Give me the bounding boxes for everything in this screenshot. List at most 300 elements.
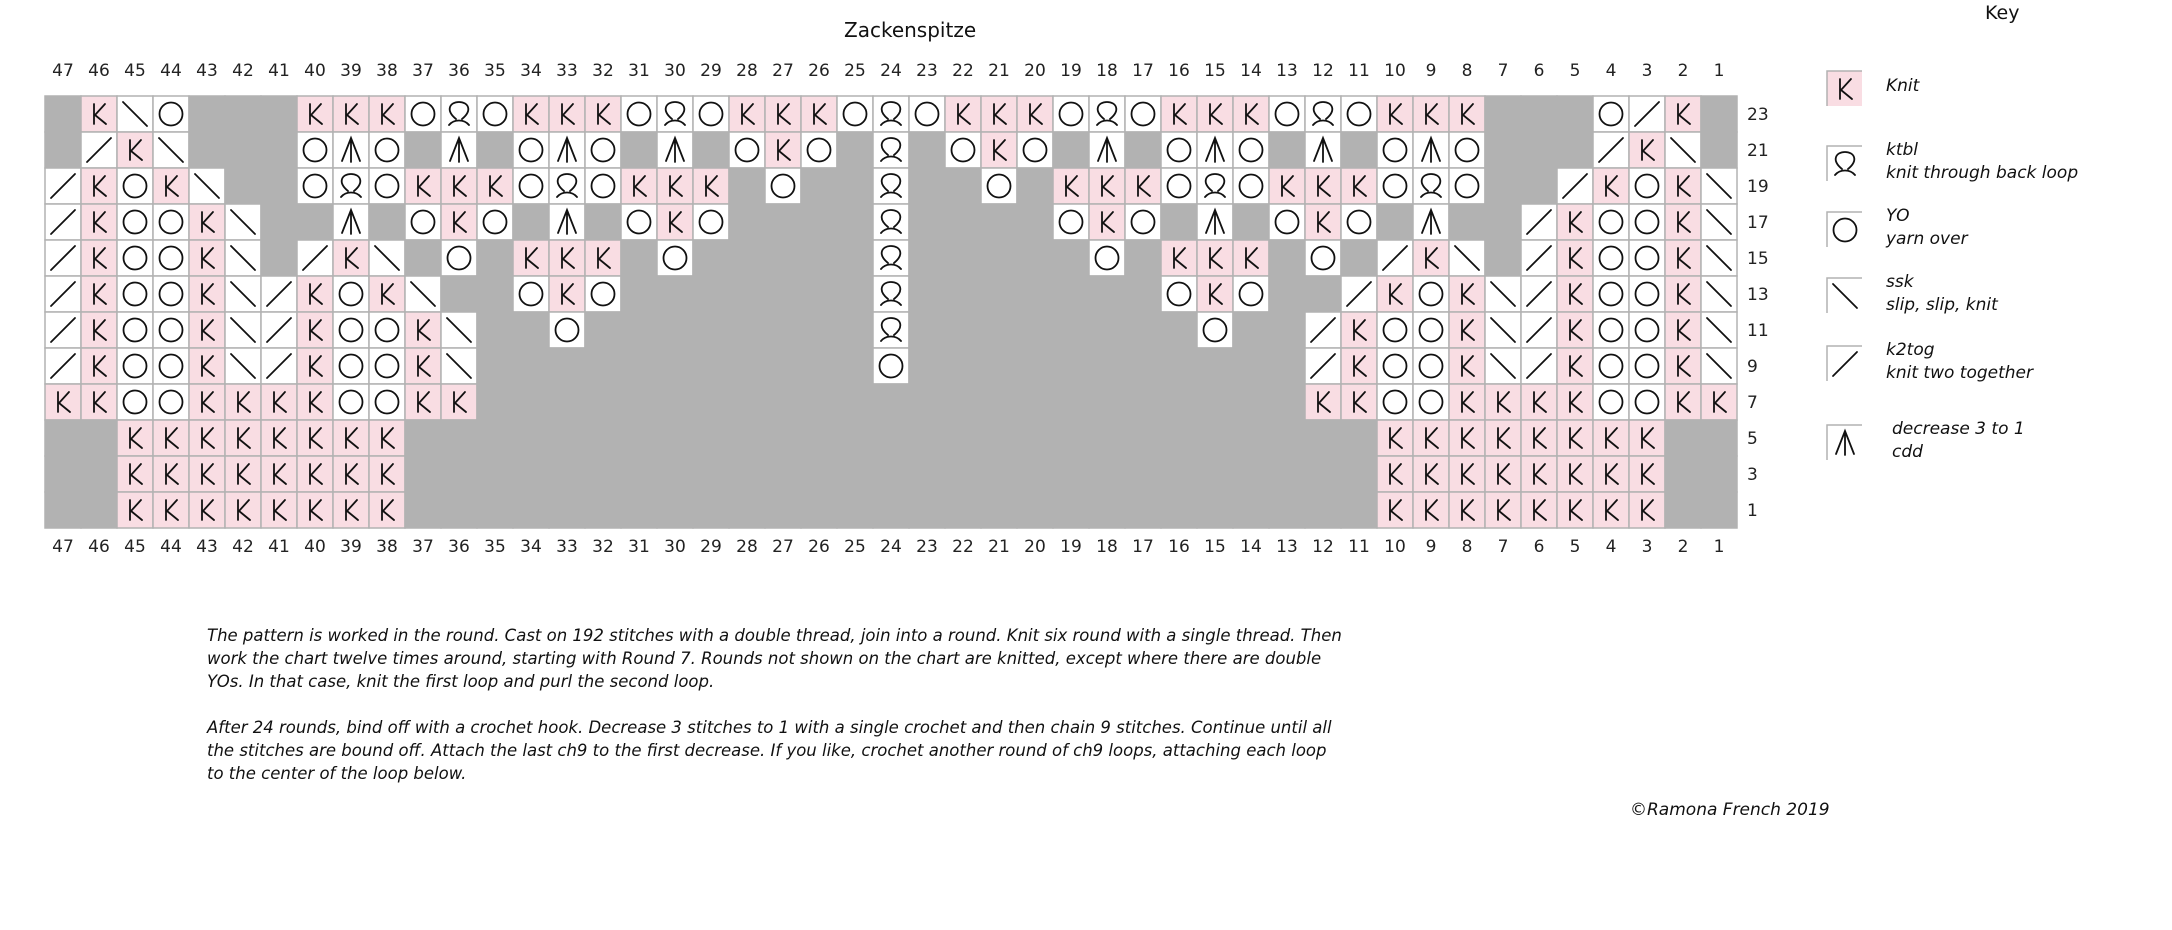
chart-cell-knit — [81, 204, 117, 240]
chart-cell-ssk — [1701, 240, 1737, 276]
chart-cell-yarn-over — [297, 132, 333, 168]
chart-cell-yarn-over — [621, 204, 657, 240]
chart-cell-no-stitch — [513, 420, 549, 456]
chart-cell-k2tog — [1341, 276, 1377, 312]
chart-cell-yarn-over — [1377, 168, 1413, 204]
chart-cell-knit — [261, 456, 297, 492]
chart-cell-no-stitch — [657, 312, 693, 348]
chart-cell-knit — [729, 96, 765, 132]
column-number-bottom: 44 — [160, 537, 182, 557]
chart-cell-no-stitch — [909, 456, 945, 492]
chart-cell-no-stitch — [945, 384, 981, 420]
chart-cell-no-stitch — [1125, 240, 1161, 276]
chart-cell-no-stitch — [945, 276, 981, 312]
chart-cell-yarn-over — [153, 240, 189, 276]
chart-cell-no-stitch — [1701, 492, 1737, 528]
chart-cell-knit — [333, 240, 369, 276]
column-number-bottom: 13 — [1276, 537, 1298, 557]
chart-cell-yarn-over — [153, 96, 189, 132]
chart-cell-yarn-over — [513, 276, 549, 312]
chart-cell-knit — [1197, 96, 1233, 132]
chart-cell-no-stitch — [1233, 420, 1269, 456]
chart-cell-knit — [1269, 168, 1305, 204]
chart-cell-no-stitch — [477, 276, 513, 312]
chart-cell-no-stitch — [1269, 456, 1305, 492]
chart-cell-ssk — [117, 96, 153, 132]
chart-cell-yarn-over — [585, 132, 621, 168]
chart-cell-yarn-over — [1413, 276, 1449, 312]
chart-cell-knit — [1629, 420, 1665, 456]
chart-cell-no-stitch — [729, 420, 765, 456]
chart-cell-yarn-over — [909, 96, 945, 132]
copyright-notice: ©Ramona French 2019 — [1630, 800, 1830, 820]
chart-cell-no-stitch — [945, 240, 981, 276]
chart-cell-knit — [1305, 168, 1341, 204]
chart-cell-no-stitch — [45, 456, 81, 492]
chart-cell-no-stitch — [1233, 312, 1269, 348]
chart-cell-no-stitch — [585, 384, 621, 420]
chart-cell-knit — [1161, 96, 1197, 132]
chart-cell-no-stitch — [1269, 348, 1305, 384]
chart-cell-yarn-over — [1413, 348, 1449, 384]
chart-cell-no-stitch — [1053, 384, 1089, 420]
chart-cell-knit — [1557, 204, 1593, 240]
chart-cell-knit — [405, 312, 441, 348]
column-number-top: 46 — [88, 61, 110, 81]
chart-cell-no-stitch — [1053, 276, 1089, 312]
chart-cell-no-stitch — [1557, 96, 1593, 132]
chart-cell-knit — [765, 96, 801, 132]
chart-cell-cdd — [1197, 132, 1233, 168]
chart-cell-yarn-over — [1233, 168, 1269, 204]
chart-cell-no-stitch — [1089, 456, 1125, 492]
column-number-bottom: 20 — [1024, 537, 1046, 557]
chart-cell-knit — [1665, 240, 1701, 276]
key-description: slip, slip, knit — [1886, 295, 1998, 315]
chart-cell-ktbl — [873, 276, 909, 312]
chart-cell-knit — [657, 204, 693, 240]
chart-cell-no-stitch — [729, 348, 765, 384]
chart-cell-knit — [1557, 384, 1593, 420]
chart-cell-yarn-over — [1593, 240, 1629, 276]
chart-cell-yarn-over — [1305, 240, 1341, 276]
chart-cell-no-stitch — [981, 348, 1017, 384]
cdd-icon — [1826, 424, 1862, 460]
chart-cell-no-stitch — [1125, 492, 1161, 528]
chart-cell-no-stitch — [477, 420, 513, 456]
chart-cell-knit — [81, 312, 117, 348]
chart-cell-knit — [1701, 384, 1737, 420]
column-number-top: 41 — [268, 61, 290, 81]
chart-cell-knit — [1017, 96, 1053, 132]
chart-cell-no-stitch — [585, 312, 621, 348]
chart-cell-no-stitch — [1017, 384, 1053, 420]
chart-cell-no-stitch — [1053, 456, 1089, 492]
chart-cell-no-stitch — [765, 240, 801, 276]
chart-cell-no-stitch — [729, 492, 765, 528]
chart-cell-no-stitch — [441, 276, 477, 312]
chart-cell-knit — [585, 240, 621, 276]
chart-cell-ktbl — [1197, 168, 1233, 204]
chart-cell-no-stitch — [909, 312, 945, 348]
chart-cell-no-stitch — [1125, 348, 1161, 384]
key-label: k2tog — [1886, 340, 1935, 360]
chart-cell-no-stitch — [549, 456, 585, 492]
chart-cell-knit — [1341, 384, 1377, 420]
chart-cell-no-stitch — [1017, 348, 1053, 384]
key-title: Key — [1985, 2, 2020, 24]
chart-cell-knit — [441, 204, 477, 240]
chart-cell-yarn-over — [1629, 168, 1665, 204]
chart-row — [45, 168, 1737, 204]
chart-cell-no-stitch — [981, 276, 1017, 312]
column-number-top: 25 — [844, 61, 866, 81]
chart-cell-yarn-over — [153, 276, 189, 312]
column-number-bottom: 36 — [448, 537, 470, 557]
chart-cell-knit — [153, 456, 189, 492]
column-number-bottom: 35 — [484, 537, 506, 557]
chart-cell-yarn-over — [441, 240, 477, 276]
chart-cell-knit — [549, 276, 585, 312]
chart-cell-knit — [189, 204, 225, 240]
chart-cell-yarn-over — [693, 204, 729, 240]
column-number-top: 14 — [1240, 61, 1262, 81]
key-description: knit through back loop — [1886, 163, 2079, 183]
chart-cell-no-stitch — [909, 168, 945, 204]
chart-cell-no-stitch — [729, 204, 765, 240]
chart-cell-knit — [1557, 312, 1593, 348]
chart-cell-no-stitch — [837, 492, 873, 528]
column-number-top: 12 — [1312, 61, 1334, 81]
chart-cell-ssk — [153, 132, 189, 168]
chart-cell-k2tog — [45, 276, 81, 312]
chart-cell-no-stitch — [1233, 204, 1269, 240]
chart-cell-k2tog — [1377, 240, 1413, 276]
chart-cell-no-stitch — [1053, 312, 1089, 348]
chart-cell-no-stitch — [1305, 456, 1341, 492]
chart-cell-yarn-over — [333, 276, 369, 312]
chart-cell-no-stitch — [477, 492, 513, 528]
chart-cell-cdd — [549, 132, 585, 168]
column-number-top: 15 — [1204, 61, 1226, 81]
chart-cell-yarn-over — [297, 168, 333, 204]
chart-cell-k2tog — [45, 312, 81, 348]
chart-cell-yarn-over — [1341, 96, 1377, 132]
column-number-top: 6 — [1533, 61, 1545, 81]
column-number-bottom: 5 — [1569, 537, 1581, 557]
chart-cell-no-stitch — [693, 420, 729, 456]
chart-cell-no-stitch — [765, 348, 801, 384]
chart-cell-yarn-over — [477, 96, 513, 132]
chart-cell-no-stitch — [765, 492, 801, 528]
column-number-bottom: 39 — [340, 537, 362, 557]
chart-cell-cdd — [1197, 204, 1233, 240]
column-number-bottom: 11 — [1348, 537, 1370, 557]
column-number-bottom: 42 — [232, 537, 254, 557]
column-number-bottom: 14 — [1240, 537, 1262, 557]
column-number-top: 24 — [880, 61, 902, 81]
column-number-bottom: 45 — [124, 537, 146, 557]
chart-cell-ssk — [1485, 312, 1521, 348]
chart-cell-no-stitch — [1125, 456, 1161, 492]
chart-cell-knit — [693, 168, 729, 204]
chart-cell-knit — [225, 492, 261, 528]
chart-cell-yarn-over — [1377, 132, 1413, 168]
chart-cell-knit — [1629, 132, 1665, 168]
chart-cell-knit — [1557, 492, 1593, 528]
chart-cell-no-stitch — [945, 456, 981, 492]
chart-cell-no-stitch — [765, 384, 801, 420]
chart-cell-knit — [981, 132, 1017, 168]
chart-cell-knit — [1485, 456, 1521, 492]
chart-cell-no-stitch — [981, 492, 1017, 528]
chart-cell-no-stitch — [945, 204, 981, 240]
chart-cell-knit — [1485, 384, 1521, 420]
chart-cell-ssk — [1701, 168, 1737, 204]
chart-cell-no-stitch — [1557, 132, 1593, 168]
chart-cell-ktbl — [549, 168, 585, 204]
row-number: 23 — [1747, 105, 1769, 125]
chart-cell-no-stitch — [621, 312, 657, 348]
chart-cell-ktbl — [873, 204, 909, 240]
chart-cell-no-stitch — [1269, 420, 1305, 456]
chart-cell-no-stitch — [1485, 96, 1521, 132]
chart-cell-no-stitch — [765, 276, 801, 312]
chart-cell-ssk — [225, 204, 261, 240]
chart-cell-yarn-over — [1125, 96, 1161, 132]
column-number-bottom: 10 — [1384, 537, 1406, 557]
chart-cell-k2tog — [45, 348, 81, 384]
chart-cell-cdd — [1413, 204, 1449, 240]
chart-cell-no-stitch — [81, 420, 117, 456]
ssk-icon — [1826, 277, 1862, 313]
key-description: knit two together — [1886, 363, 2033, 383]
column-number-bottom: 6 — [1533, 537, 1545, 557]
chart-cell-no-stitch — [549, 348, 585, 384]
chart-cell-no-stitch — [873, 420, 909, 456]
chart-cell-ssk — [441, 312, 477, 348]
chart-cell-no-stitch — [1233, 384, 1269, 420]
chart-cell-no-stitch — [621, 132, 657, 168]
chart-cell-yarn-over — [369, 384, 405, 420]
chart-cell-yarn-over — [1593, 312, 1629, 348]
chart-cell-cdd — [1305, 132, 1341, 168]
chart-cell-no-stitch — [261, 132, 297, 168]
chart-cell-no-stitch — [1017, 168, 1053, 204]
chart-cell-yarn-over — [729, 132, 765, 168]
chart-cell-yarn-over — [1161, 168, 1197, 204]
chart-cell-ssk — [405, 276, 441, 312]
chart-cell-no-stitch — [837, 420, 873, 456]
chart-cell-knit — [153, 492, 189, 528]
chart-cell-no-stitch — [873, 492, 909, 528]
chart-cell-k2tog — [1521, 348, 1557, 384]
column-number-bottom: 17 — [1132, 537, 1154, 557]
chart-cell-knit — [189, 312, 225, 348]
chart-cell-knit — [1341, 348, 1377, 384]
row-number: 7 — [1747, 393, 1758, 413]
chart-cell-yarn-over — [549, 312, 585, 348]
chart-cell-no-stitch — [981, 240, 1017, 276]
column-number-top: 10 — [1384, 61, 1406, 81]
chart-cell-knit — [225, 420, 261, 456]
column-number-bottom: 26 — [808, 537, 830, 557]
chart-cell-k2tog — [1557, 168, 1593, 204]
chart-cell-ssk — [1485, 348, 1521, 384]
chart-cell-yarn-over — [1413, 384, 1449, 420]
chart-cell-ssk — [225, 312, 261, 348]
column-number-top: 3 — [1641, 61, 1653, 81]
chart-cell-no-stitch — [441, 492, 477, 528]
chart-cell-cdd — [549, 204, 585, 240]
chart-cell-no-stitch — [873, 384, 909, 420]
chart-cell-no-stitch — [1485, 240, 1521, 276]
chart-cell-yarn-over — [1377, 312, 1413, 348]
chart-cell-yarn-over — [1593, 348, 1629, 384]
key-description: cdd — [1892, 442, 1923, 462]
chart-cell-knit — [1557, 276, 1593, 312]
notes-paragraph-2: After 24 rounds, bind off with a crochet hook. Decrease 3 stitches to 1 with a single crochet and then chain 9 stitches. Continue until all the stitches are bound off. Attach the last ch9 to the first decrease. If you like, crochet another round of ch9 loops, attaching each loop to the center of the loop below. — [207, 718, 1332, 783]
chart-cell-knit — [585, 96, 621, 132]
chart-cell-no-stitch — [765, 456, 801, 492]
column-number-bottom: 31 — [628, 537, 650, 557]
column-number-bottom: 28 — [736, 537, 758, 557]
chart-cell-k2tog — [1593, 132, 1629, 168]
yarn-over-icon — [1826, 211, 1862, 247]
chart-row — [45, 384, 1737, 420]
chart-cell-no-stitch — [837, 132, 873, 168]
chart-cell-no-stitch — [1125, 420, 1161, 456]
chart-cell-no-stitch — [585, 204, 621, 240]
chart-cell-knit — [153, 168, 189, 204]
column-number-top: 7 — [1497, 61, 1509, 81]
chart-cell-no-stitch — [1161, 312, 1197, 348]
chart-cell-no-stitch — [1485, 204, 1521, 240]
chart-cell-no-stitch — [477, 456, 513, 492]
chart-cell-ktbl — [873, 96, 909, 132]
row-number: 15 — [1747, 249, 1769, 269]
chart-cell-yarn-over — [405, 96, 441, 132]
chart-cell-cdd — [1089, 132, 1125, 168]
column-number-top: 34 — [520, 61, 542, 81]
chart-cell-no-stitch — [657, 420, 693, 456]
chart-cell-yarn-over — [333, 384, 369, 420]
chart-cell-ssk — [1449, 240, 1485, 276]
column-number-bottom: 7 — [1497, 537, 1509, 557]
chart-cell-knit — [1629, 492, 1665, 528]
chart-cell-ssk — [1701, 312, 1737, 348]
row-number: 19 — [1747, 177, 1769, 197]
chart-cell-yarn-over — [1233, 132, 1269, 168]
chart-cell-knit — [45, 384, 81, 420]
column-number-top: 47 — [52, 61, 74, 81]
chart-cell-yarn-over — [981, 168, 1017, 204]
chart-cell-ktbl — [873, 312, 909, 348]
column-number-top: 27 — [772, 61, 794, 81]
chart-row — [45, 276, 1737, 312]
knit-icon — [1826, 70, 1862, 106]
chart-cell-no-stitch — [1089, 384, 1125, 420]
chart-cell-knit — [1125, 168, 1161, 204]
chart-cell-knit — [189, 456, 225, 492]
chart-cell-yarn-over — [1269, 96, 1305, 132]
column-number-bottom: 41 — [268, 537, 290, 557]
chart-cell-no-stitch — [513, 348, 549, 384]
chart-cell-yarn-over — [1089, 240, 1125, 276]
chart-cell-no-stitch — [693, 240, 729, 276]
chart-cell-knit — [297, 384, 333, 420]
chart-cell-no-stitch — [837, 276, 873, 312]
chart-cell-no-stitch — [513, 204, 549, 240]
chart-cell-no-stitch — [693, 456, 729, 492]
column-number-top: 30 — [664, 61, 686, 81]
column-number-top: 23 — [916, 61, 938, 81]
chart-cell-no-stitch — [801, 420, 837, 456]
column-number-top: 18 — [1096, 61, 1118, 81]
chart-cell-no-stitch — [513, 312, 549, 348]
column-number-bottom: 2 — [1677, 537, 1689, 557]
chart-cell-no-stitch — [693, 132, 729, 168]
chart-cell-yarn-over — [117, 384, 153, 420]
notes-paragraph-1: The pattern is worked in the round. Cast on 192 stitches with a double thread, join into a round. Knit six round with a single thread. Then work the chart twelve times around, starting with Round 7. Rounds not shown on the chart are knitted, except where there are double YOs. In that case, knit the first loop and purl the second loop. — [207, 626, 1342, 691]
column-number-top: 44 — [160, 61, 182, 81]
chart-cell-yarn-over — [1233, 276, 1269, 312]
chart-cell-no-stitch — [1017, 492, 1053, 528]
chart-cell-knit — [1665, 276, 1701, 312]
key-label: Knit — [1886, 76, 1920, 96]
chart-cell-knit — [1449, 384, 1485, 420]
chart-cell-knit — [405, 168, 441, 204]
chart-cell-no-stitch — [189, 96, 225, 132]
chart-cell-knit — [1521, 420, 1557, 456]
chart-cell-ktbl — [873, 240, 909, 276]
chart-cell-no-stitch — [801, 240, 837, 276]
chart-cell-knit — [369, 492, 405, 528]
chart-cell-no-stitch — [477, 312, 513, 348]
chart-cell-knit — [1377, 456, 1413, 492]
chart-cell-no-stitch — [585, 456, 621, 492]
chart-cell-knit — [81, 276, 117, 312]
chart-cell-yarn-over — [117, 312, 153, 348]
column-number-top: 38 — [376, 61, 398, 81]
chart-cell-no-stitch — [189, 132, 225, 168]
chart-cell-knit — [369, 276, 405, 312]
column-number-top: 11 — [1348, 61, 1370, 81]
chart-cell-no-stitch — [801, 492, 837, 528]
chart-cell-yarn-over — [585, 168, 621, 204]
chart-cell-knit — [1593, 420, 1629, 456]
chart-cell-k2tog — [1305, 348, 1341, 384]
chart-cell-knit — [117, 492, 153, 528]
chart-cell-knit — [1521, 384, 1557, 420]
chart-cell-no-stitch — [801, 276, 837, 312]
chart-cell-no-stitch — [45, 420, 81, 456]
column-number-top: 2 — [1677, 61, 1689, 81]
chart-cell-knit — [117, 456, 153, 492]
chart-cell-knit — [1413, 240, 1449, 276]
chart-cell-knit — [297, 312, 333, 348]
chart-cell-knit — [81, 348, 117, 384]
chart-cell-knit — [1665, 384, 1701, 420]
chart-cell-knit — [1377, 420, 1413, 456]
column-number-top: 36 — [448, 61, 470, 81]
chart-cell-no-stitch — [1269, 312, 1305, 348]
column-number-bottom: 32 — [592, 537, 614, 557]
chart-cell-knit — [1197, 240, 1233, 276]
chart-cell-knit — [1413, 456, 1449, 492]
chart-cell-knit — [369, 420, 405, 456]
chart-cell-yarn-over — [369, 132, 405, 168]
